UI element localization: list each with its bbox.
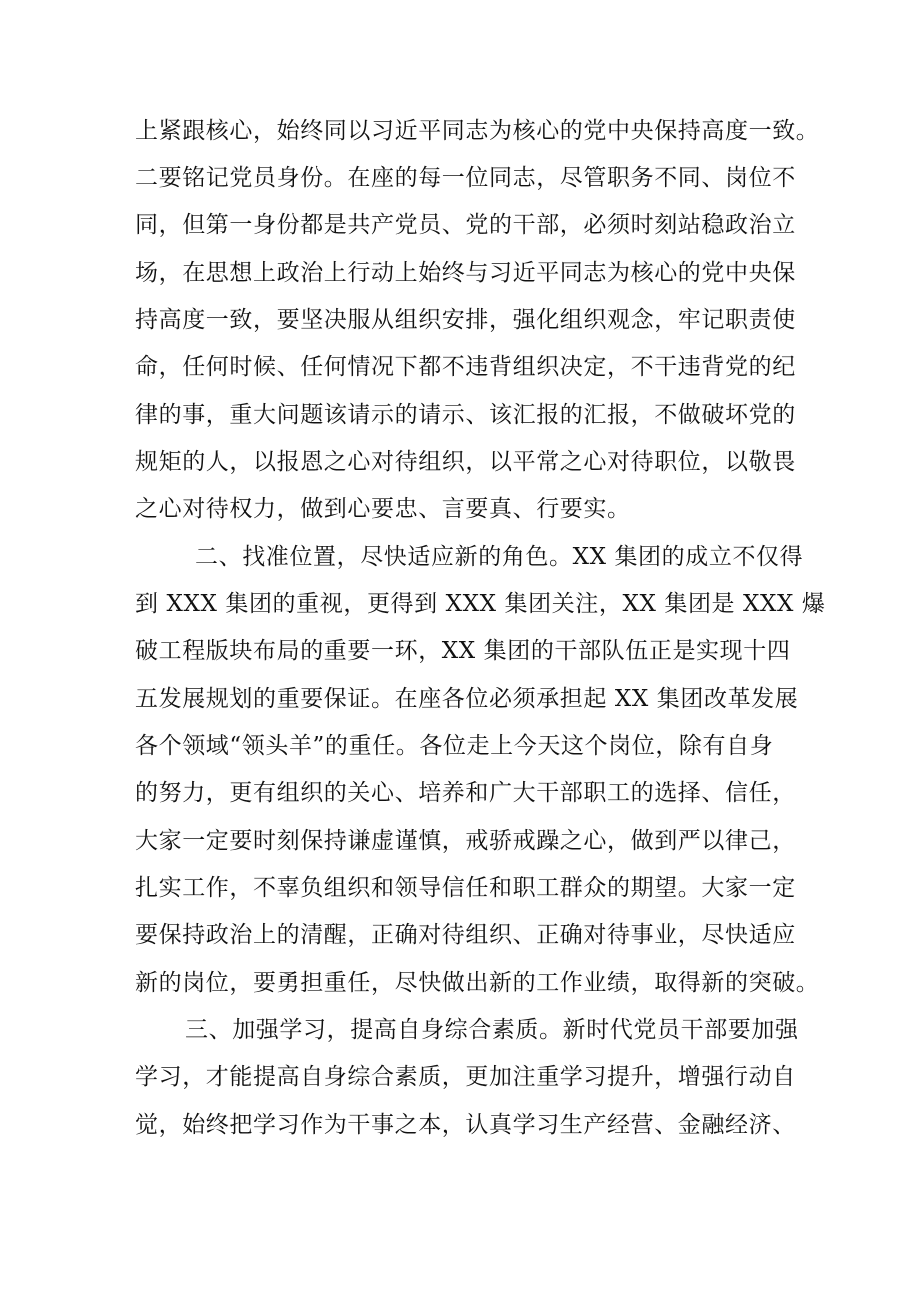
paragraph-line: 命，任何时候、任何情况下都不违背组织决定，不干违背党的纪 [135,354,796,380]
paragraph-line: 各个领域“领头羊”的重任。各位走上今天这个岗位，除有自身 [135,733,774,759]
paragraph-line: 规矩的人，以报恩之心对待组织，以平常之心对待职位，以敬畏 [135,449,796,475]
paragraph-line: 场，在思想上政治上行动上始终与习近平同志为核心的党中央保 [135,260,796,286]
paragraph-line: 之心对待权力，做到心要忠、言要真、行要实。 [135,496,631,522]
paragraph-line: 大家一定要时刻保持谦虚谨慎，戒骄戒躁之心，做到严以律己， [135,828,796,854]
paragraph-line: 二要铭记党员身份。在座的每一位同志，尽管职务不同、岗位不 [135,165,796,191]
paragraph-line: 要保持政治上的清醒，正确对待组织、正确对待事业，尽快适应 [135,922,796,948]
paragraph-line: 律的事，重大问题该请示的请示、该汇报的汇报，不做破坏党的 [135,402,796,428]
paragraph-line: 扎实工作，不辜负组织和领导信任和职工群众的期望。大家一定 [135,875,796,901]
paragraph-line: 持高度一致，要坚决服从组织安排，强化组织观念，牢记职责使 [135,307,796,333]
paragraph-line: 破工程版块布局的重要一环，XX 集团的干部队伍正是实现十四 [135,638,791,664]
paragraph-line: 新的岗位，要勇担重任，尽快做出新的工作业绩，取得新的突破。 [135,970,820,996]
paragraph-line: 觉，始终把学习作为干事之本，认真学习生产经营、金融经济、 [135,1112,796,1138]
paragraph-line: 到 XXX 集团的重视，更得到 XXX 集团关注，XX 集团是 XXX 爆 [135,591,826,617]
paragraph-line: 学习，才能提高自身综合素质，更加注重学习提升，增强行动自 [135,1064,796,1090]
paragraph-line: 的努力，更有组织的关心、培养和广大干部职工的选择、信任， [135,780,796,806]
paragraph-line: 上紧跟核心，始终同以习近平同志为核心的党中央保持高度一致。 [135,118,820,144]
paragraph-line: 五发展规划的重要保证。在座各位必须承担起 XX 集团改革发展 [135,686,799,712]
paragraph-line: 同，但第一身份都是共产党员、党的干部，必须时刻站稳政治立 [135,212,796,238]
section-heading-line: 二、找准位置，尽快适应新的角色。XX 集团的成立不仅得 [195,544,804,570]
section-heading-line: 三、加强学习，提高自身综合素质。新时代党员干部要加强 [185,1017,799,1043]
